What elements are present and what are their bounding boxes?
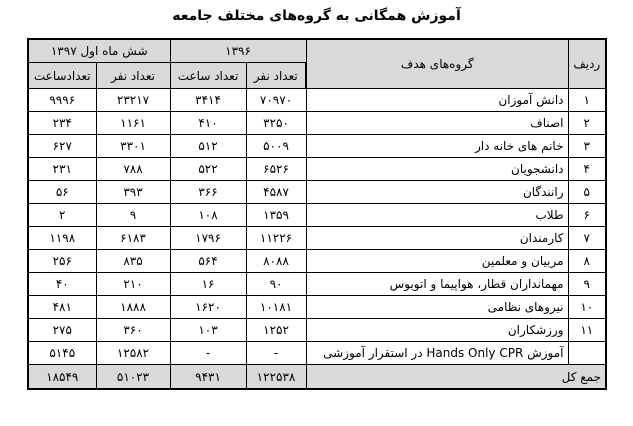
group-name: دانش آموزان [306,89,568,112]
table-row [28,112,606,135]
header-row-1 [28,39,606,63]
hours-1397: ۶۲۷ [28,135,96,158]
row-number: ۴ [568,158,606,181]
row-number: ۱۰ [568,296,606,319]
group-name: دانشجویان [306,158,568,181]
hours-1397: ۲۷۵ [28,319,96,342]
hours-1396: ۱۰۸ [170,204,246,227]
header-hours-1397: تعدادساعت [28,63,96,89]
persons-1396: ۵۰۰۹ [246,135,306,158]
table-row [28,319,606,342]
total-hours-1397: ۱۸۵۴۹ [28,365,96,390]
table-row [28,135,606,158]
data-table [27,38,607,390]
persons-1397: ۳۹۳ [96,181,170,204]
table-row [28,158,606,181]
table-row [28,250,606,273]
group-name: نیروهای نظامی [306,296,568,319]
total-row [28,365,606,390]
persons-1397: ۲۱۰ [96,273,170,296]
hours-1396: ۱۷۹۶ [170,227,246,250]
header-persons-1397: تعداد نفر [96,63,170,89]
row-number [568,342,606,365]
persons-1396: ۴۵۸۷ [246,181,306,204]
header-year-1396: ۱۳۹۶ [170,39,306,63]
hours-1397: ۲۳۱ [28,158,96,181]
hours-1396: ۵۲۲ [170,158,246,181]
hours-1397: ۲۵۶ [28,250,96,273]
group-name: مربیان و معلمین [306,250,568,273]
hours-1396: ۱۶۲۰ [170,296,246,319]
hours-1396: ۳۴۱۴ [170,89,246,112]
header-hours-1396: تعداد ساعت [170,63,246,89]
hours-1396: ۳۶۶ [170,181,246,204]
persons-1397: ۷۸۸ [96,158,170,181]
header-persons-1396: تعداد نفر [246,63,306,89]
hours-1396: ۵۶۴ [170,250,246,273]
persons-1397: ۱۱۶۱ [96,112,170,135]
hours-1397: ۲ [28,204,96,227]
persons-1397: ۹ [96,204,170,227]
table-row [28,204,606,227]
persons-1396: ۳۲۵۰ [246,112,306,135]
row-number: ۹ [568,273,606,296]
persons-1396: ۸۰۸۸ [246,250,306,273]
group-name: آموزش Hands Only CPR در استقرار آموزشی [306,342,568,365]
persons-1396: ۶۵۲۶ [246,158,306,181]
group-name: خانم های خانه دار [306,135,568,158]
hours-1396: ۴۱۰ [170,112,246,135]
persons-1397: ۱۲۵۸۲ [96,342,170,365]
hours-1396: ۵۱۲ [170,135,246,158]
hours-1397: ۲۳۴ [28,112,96,135]
total-persons-1397: ۵۱۰۲۳ [96,365,170,390]
group-name: طلاب [306,204,568,227]
row-number: ۷ [568,227,606,250]
row-number: ۸ [568,250,606,273]
total-hours-1396: ۹۴۳۱ [170,365,246,390]
header-half-1397: شش ماه اول ۱۳۹۷ [28,39,170,63]
hours-1396: - [170,342,246,365]
persons-1397: ۳۶۰ [96,319,170,342]
table-row [28,342,606,365]
table-row [28,227,606,250]
persons-1397: ۶۱۸۳ [96,227,170,250]
hours-1397: ۴۰ [28,273,96,296]
row-number: ۳ [568,135,606,158]
table-row [28,273,606,296]
group-name: مهمانداران قطار، هواپیما و اتوبوس [306,273,568,296]
hours-1397: ۵۶ [28,181,96,204]
hours-1397: ۱۱۹۸ [28,227,96,250]
persons-1396: ۱۰۱۸۱ [246,296,306,319]
header-group: گروه‌های هدف [306,39,568,89]
persons-1396: ۷۰۹۷۰ [246,89,306,112]
total-label: جمع کل [306,365,606,390]
persons-1396: ۹۰ [246,273,306,296]
hours-1396: ۱۶ [170,273,246,296]
header-radif: ردیف [568,39,606,89]
row-number: ۱۱ [568,319,606,342]
persons-1397: ۲۳۲۱۷ [96,89,170,112]
hours-1397: ۹۹۹۶ [28,89,96,112]
table-title: آموزش همگانی به گروه‌های مختلف جامعه [172,8,461,24]
persons-1397: ۱۸۸۸ [96,296,170,319]
row-number: ۲ [568,112,606,135]
hours-1397: ۴۸۱ [28,296,96,319]
group-name: ورزشکاران [306,319,568,342]
group-name: اصناف [306,112,568,135]
table-row [28,296,606,319]
group-name: کارمندان [306,227,568,250]
row-number: ۵ [568,181,606,204]
persons-1396: - [246,342,306,365]
persons-1396: ۱۱۲۲۶ [246,227,306,250]
table-row [28,89,606,112]
group-name: رانندگان [306,181,568,204]
hours-1396: ۱۰۳ [170,319,246,342]
table-row [28,181,606,204]
persons-1396: ۱۳۵۹ [246,204,306,227]
persons-1397: ۳۳۰۱ [96,135,170,158]
total-persons-1396: ۱۲۲۵۳۸ [246,365,306,390]
persons-1396: ۱۲۵۲ [246,319,306,342]
row-number: ۱ [568,89,606,112]
row-number: ۶ [568,204,606,227]
hours-1397: ۵۱۴۵ [28,342,96,365]
persons-1397: ۸۳۵ [96,250,170,273]
